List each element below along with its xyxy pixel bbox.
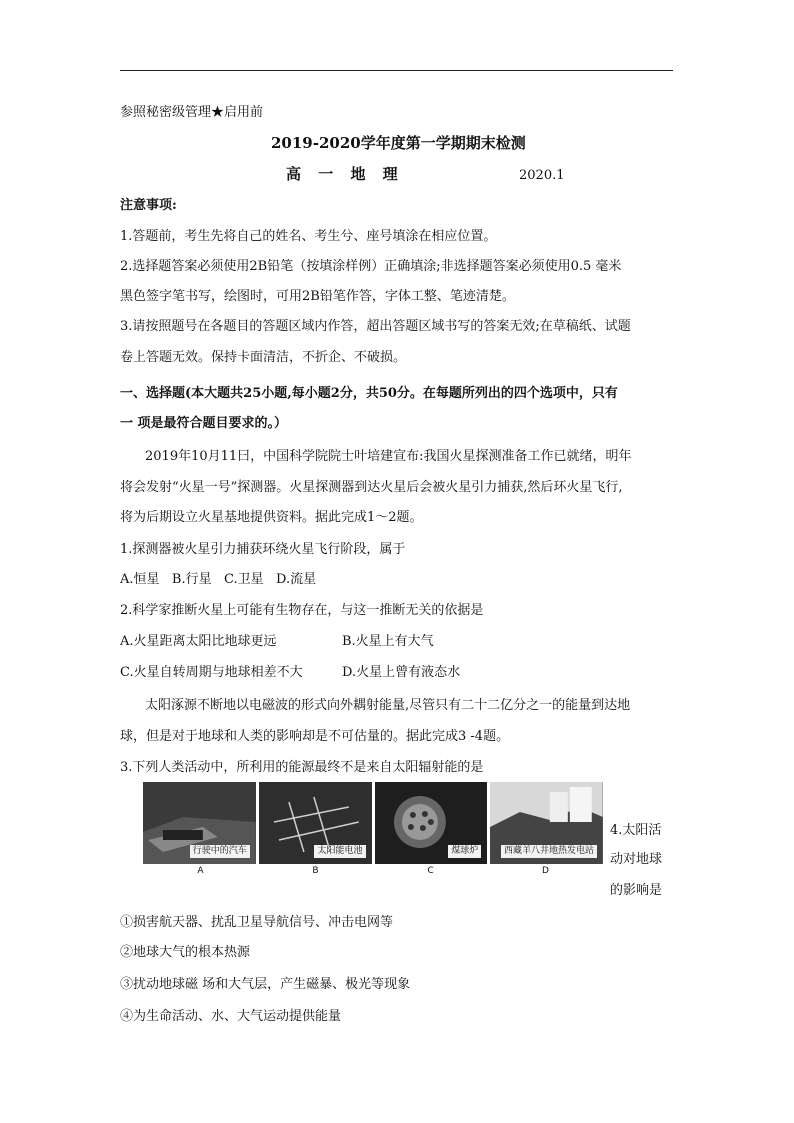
photo-b-letter: B bbox=[312, 866, 319, 876]
photo-d-letter: D bbox=[542, 866, 549, 876]
photo-a-letter: A bbox=[197, 866, 204, 876]
passage-1-line-1: 2019年10月11曰，中国科学院院士叶培建宣布:我国火星探测准备工作已就绪，明年 bbox=[145, 449, 632, 464]
photo-c-coal-stove bbox=[375, 782, 488, 864]
question-4-stem-line-2: 动对地球 bbox=[610, 852, 663, 867]
photo-d-geothermal-station bbox=[490, 782, 603, 864]
photo-c-caption: 煤球炉 bbox=[448, 845, 481, 858]
passage-1-line-3: 将为后期设立火星基地提供资料。据此完成1～2题。 bbox=[120, 510, 423, 525]
photo-d-caption: 西藏羊八井地热发电站 bbox=[501, 845, 597, 858]
question-2-option-d: D.火星上曾有液态水 bbox=[342, 665, 461, 680]
exam-date: 2020.1 bbox=[519, 168, 565, 183]
question-3-stem: 3.下列人类活动中，所利用的能源最终不是来自太阳辐射能的是 bbox=[120, 760, 484, 775]
notice-item-3-line-2: 卷上答题无效。保持卡面清洁，不折企、不破损。 bbox=[120, 350, 407, 365]
photo-a-car bbox=[143, 782, 256, 864]
passage-1-line-2: 将会发射“火星一号”探测器。火星探测器到达火星后会被火星引力捕获,然后环火星飞行, bbox=[120, 480, 623, 495]
header-rule bbox=[120, 70, 673, 71]
photo-b-solar-panel bbox=[259, 782, 372, 864]
question-4-stem-line-1: 4.太阳活 bbox=[610, 823, 662, 838]
photo-a-caption: 行驶中的汽车 bbox=[190, 845, 250, 858]
notice-item-1: 1.答题前，考生先将自己的姓名、考生兮、座号填涂在相应位置。 bbox=[120, 229, 497, 244]
question-4-item-4: ④为生命活动、水、大气运动提供能量 bbox=[120, 1009, 342, 1024]
question-1-stem: 1.探测器被火星引力捕获环绕火星飞行阶段，属于 bbox=[120, 542, 406, 557]
photo-letter-row bbox=[143, 866, 603, 877]
exam-title: 2019-2020学年度第一学期期末检测 bbox=[271, 134, 526, 152]
question-3-photo-strip bbox=[143, 782, 603, 864]
question-4-item-1: ①损害航天器、扰乱卫星导航信号、冲击电网等 bbox=[120, 915, 394, 930]
subject-title: 高 一 地 理 bbox=[286, 165, 404, 183]
passage-2-line-1: 太阳涿源不断地以电磁波的形式向外耦射能量,尽管只有二十二亿分之一的能量到达地 bbox=[145, 698, 631, 713]
photo-c-letter: C bbox=[427, 866, 434, 876]
question-4-item-2: ②地球大气的根本热源 bbox=[120, 945, 251, 960]
question-1-options: A.恒星 B.行星 C.卫星 D.流星 bbox=[120, 572, 317, 587]
question-4-item-3: ③扰动地球磁 场和大气层，产生磁暴、极光等现象 bbox=[120, 977, 411, 992]
question-2-option-b: B.火星上有大气 bbox=[342, 634, 434, 649]
section-1-line-1: 一、选择题(本大题共25小题,每小题2分，共50分。在每题所列出的四个选项中，只有 bbox=[120, 386, 618, 401]
section-1-line-2: 一 项是最符合题目要求的。） bbox=[120, 416, 288, 431]
photo-b-caption: 太阳能电池 bbox=[314, 845, 365, 858]
notice-item-2-line-1: 2.选择题答案必须使用2B铅笔（按填涂样例）正确填涂;非选择题答案必须使用0.5 毫米 bbox=[120, 259, 622, 274]
passage-2-line-2: 球，但是对于地球和人类的影响却是不可估量的。据此完成3 -4题。 bbox=[120, 729, 510, 744]
secret-note: 参照秘密级管理★启用前 bbox=[120, 105, 264, 120]
question-4-stem-line-3: 的影响是 bbox=[610, 883, 663, 898]
notice-item-3-line-1: 3.请按照题号在各题目的答题区域内作答，超出答题区域书写的答案无效;在草稿纸、试题 bbox=[120, 319, 631, 334]
notice-heading: 注意事项: bbox=[120, 198, 177, 213]
question-2-option-a: A.火星距离太阳比地球更远 bbox=[120, 634, 277, 649]
question-2-option-c: C.火星自转周期与地球相差不大 bbox=[120, 665, 303, 680]
notice-item-2-line-2: 黑色签字笔书写，绘图时，可用2B铅笔作答，字体工整、笔迹清楚。 bbox=[120, 289, 515, 304]
question-2-stem: 2.科学家推断火星上可能有生物存在，与这一推断无关的依据是 bbox=[120, 603, 484, 618]
